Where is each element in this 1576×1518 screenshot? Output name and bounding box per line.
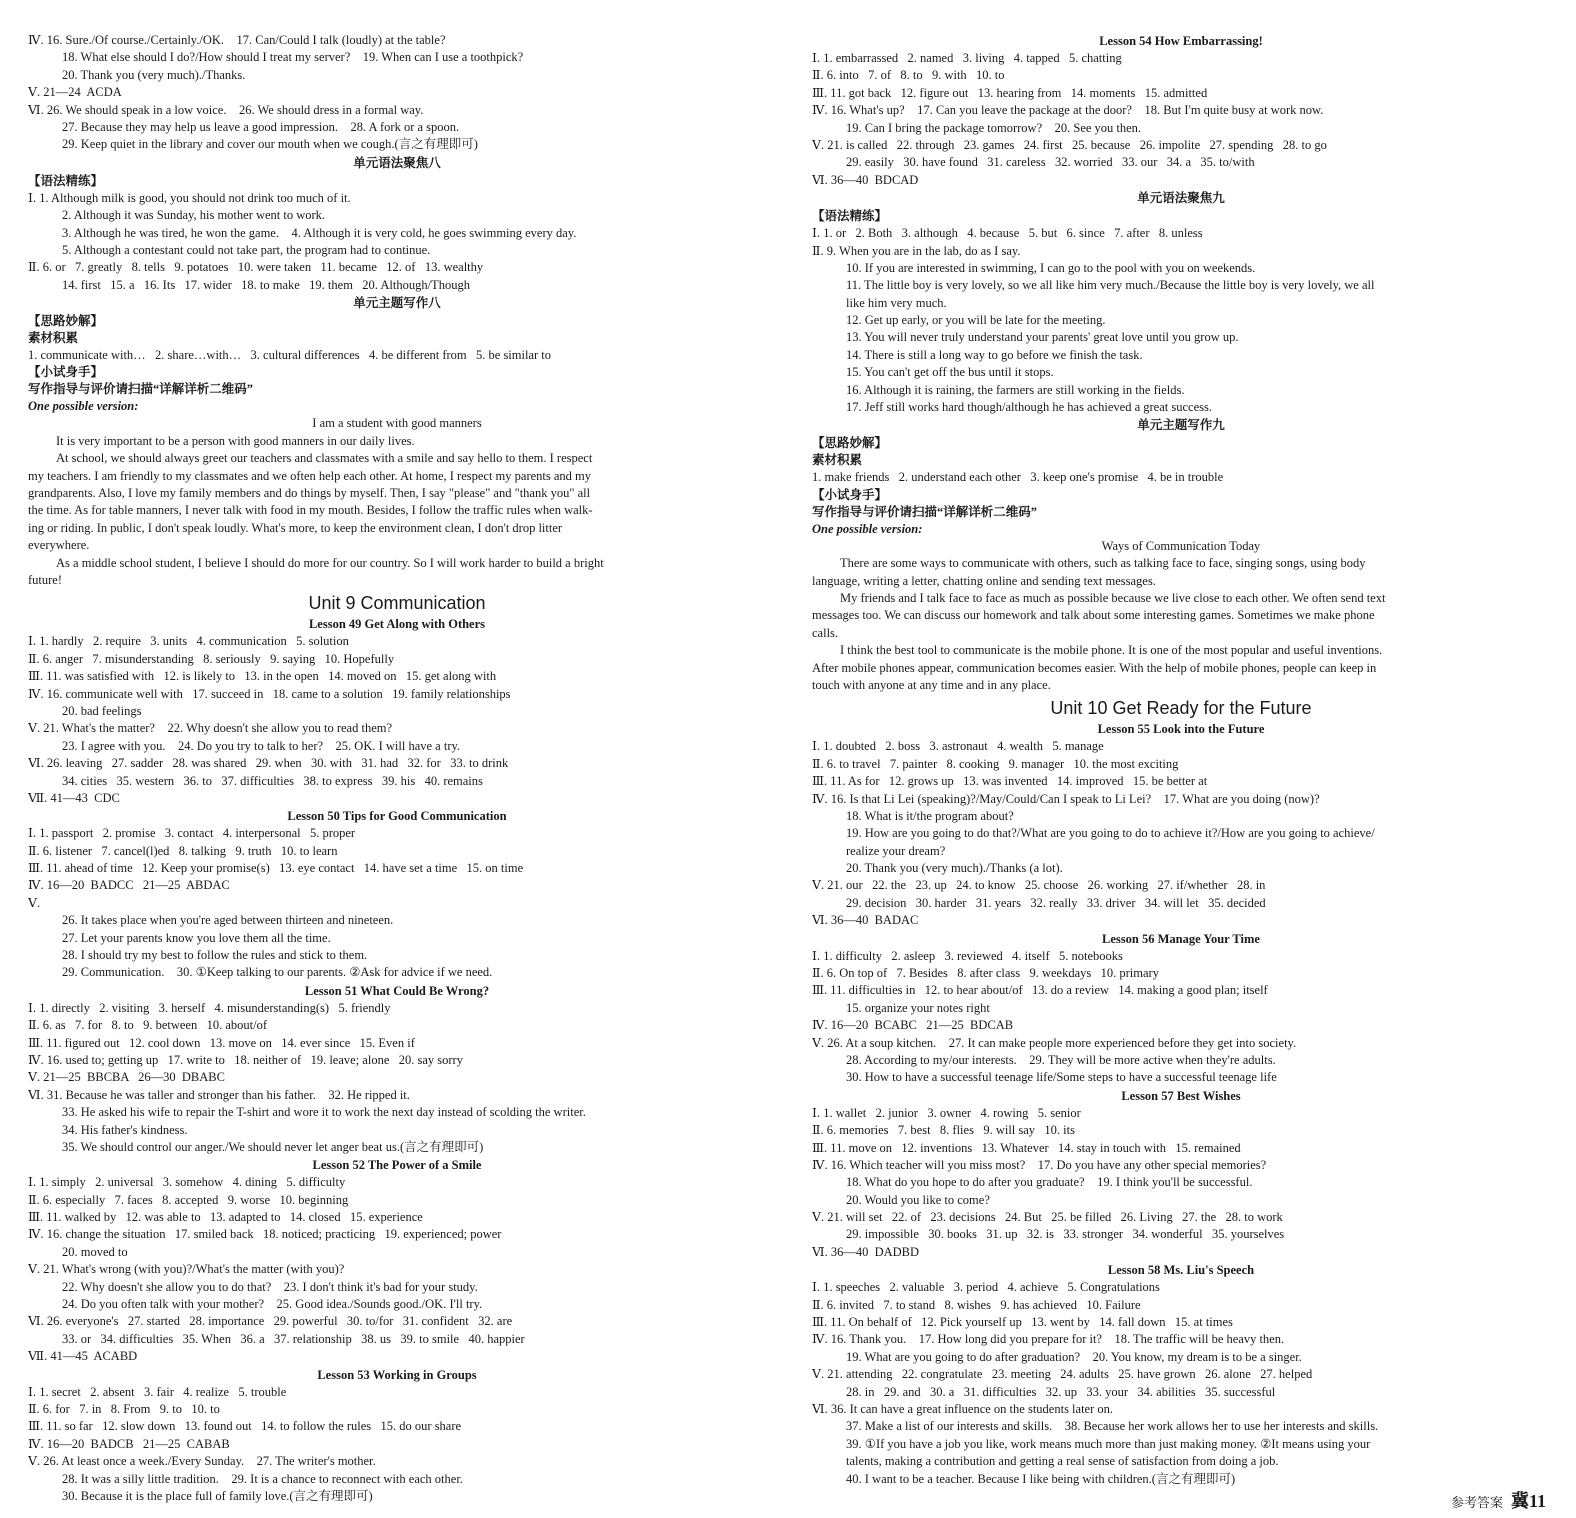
answer-line: Ⅲ. 11. difficulties in 12. to hear about/of 13. do a review 14. making a good plan; itself: [812, 983, 1268, 998]
answer-line: 20. moved to: [62, 1244, 128, 1259]
answer-line: 18. What do you hope to do after you graduate? 19. I think you'll be successful.: [846, 1175, 1253, 1190]
answer-line: Ⅵ. 36. It can have a great influence on the students later on.: [812, 1402, 1114, 1416]
answer-line: Ⅱ. 6. into 7. of 8. to 9. with 10. to: [812, 68, 1005, 83]
answer-line: Ⅳ. 16. communicate well with 17. succeed in 18. came to a solution 19. family relationships: [28, 686, 511, 701]
unit-title: Unit 10 Get Ready for the Future: [1050, 698, 1312, 719]
subsection-heading: 【思路妙解】: [28, 314, 104, 329]
essay-title: I am a student with good manners: [312, 416, 482, 431]
answer-line: Ⅳ. 16. used to; getting up 17. write to 18. neither of 19. leave; alone 20. say sorry: [28, 1052, 463, 1067]
answer-line: like him very much.: [846, 295, 947, 310]
answer-line: Ⅳ. 16. Which teacher will you miss most? 17. Do you have any other special memories?: [812, 1157, 1267, 1172]
answer-line: 34. His father's kindness.: [62, 1122, 188, 1137]
answer-line: 5. Although a contestant could not take part, the program had to continue.: [62, 242, 431, 257]
answer-line: Ⅴ. 26. At a soup kitchen. 27. It can make people more experienced before they get into society.: [812, 1035, 1297, 1050]
footer-label: 参考答案: [1450, 1495, 1503, 1510]
answer-line: future!: [28, 572, 63, 587]
answer-line: 16. Although it is raining, the farmers are still working in the fields.: [846, 382, 1185, 397]
answer-line: Ⅰ. 1. Although milk is good, you should not drink too much of it.: [28, 190, 351, 205]
answer-line: Ⅳ. 16. change the situation 17. smiled back 18. noticed; practicing 19. experienced; power: [28, 1227, 502, 1242]
answer-line: 20. Thank you (very much)./Thanks (a lot).: [846, 861, 1063, 876]
answer-line: Ⅲ. 11. figured out 12. cool down 13. move on 14. ever since 15. Even if: [28, 1035, 415, 1050]
answer-line: 1. communicate with… 2. share…with… 3. cultural differences 4. be different from 5. be similar to: [28, 348, 552, 363]
lesson-title: Lesson 56 Manage Your Time: [1102, 931, 1260, 946]
answer-line: After mobile phones appear, communication becomes easier. With the help of mobile phones, people can keep in: [812, 660, 1377, 675]
answer-line: Ⅴ. 21. our 22. the 23. up 24. to know 25. choose 26. working 27. if/whether 28. in: [812, 878, 1266, 893]
answer-line: Ⅳ. 16. Thank you. 17. How long did you prepare for it? 18. The traffic will be heavy then.: [812, 1332, 1285, 1347]
answer-line: Ⅴ.: [28, 895, 41, 910]
version-label: One possible version:: [812, 521, 923, 536]
answer-line: grandparents. Also, I love my family members and do things by myself. Then, I say "please" and "thank you" all: [28, 486, 591, 501]
answer-line: Ⅲ. 11. got back 12. figure out 13. hearing from 14. moments 15. admitted: [812, 85, 1208, 100]
answer-line: Ⅴ. 26. At least once a week./Every Sunday. 27. The writer's mother.: [28, 1454, 376, 1469]
answer-line: Ⅳ. 16—20 BADCB 21—25 CABAB: [28, 1436, 230, 1451]
page-number: 冀11: [1510, 1491, 1546, 1511]
answer-line: Ⅰ. 1. passport 2. promise 3. contact 4. interpersonal 5. proper: [28, 826, 356, 841]
answer-line: talents, making a contribution and getting a real sense of satisfaction from doing a job.: [846, 1454, 1279, 1469]
answer-line: 28. According to my/our interests. 29. They will be more active when they're adults.: [846, 1052, 1276, 1067]
section-heading: 单元主题写作九: [1137, 418, 1225, 433]
answer-line: Ⅴ. 21—24 ACDA: [28, 85, 122, 100]
section-heading: 单元主题写作八: [353, 296, 441, 311]
answer-line: the time. As for table manners, I never talk with food in my mouth. Besides, I follow the traffic rules when walk-: [28, 503, 593, 518]
lesson-title: Lesson 57 Best Wishes: [1121, 1088, 1241, 1103]
subsection-heading: 【语法精练】: [812, 209, 888, 224]
paragraph-line: There are some ways to communicate with others, such as talking face to face, singing songs, using body: [840, 556, 1366, 571]
answer-line: 10. If you are interested in swimming, I can go to the pool with you on weekends.: [846, 260, 1256, 275]
answer-line: Ⅶ. 41—45 ACABD: [28, 1349, 138, 1364]
answer-line: 11. The little boy is very lovely, so we all like him very much./Because the little boy is very lovely, we all: [846, 278, 1375, 293]
answer-line: 18. What else should I do?/How should I treat my server? 19. When can I use a toothpick?: [62, 50, 524, 65]
subsection-heading: 素材积累: [812, 453, 863, 468]
answer-line: Ⅰ. 1. or 2. Both 3. although 4. because 5. but 6. since 7. after 8. unless: [812, 226, 1203, 241]
answer-line: 28. It was a silly little tradition. 29. It is a chance to reconnect with each other.: [62, 1471, 463, 1486]
lesson-title: Lesson 54 How Embarrassing!: [1099, 34, 1263, 48]
paragraph-line: It is very important to be a person with good manners in our daily lives.: [56, 433, 415, 448]
lesson-title: Lesson 50 Tips for Good Communication: [287, 809, 507, 824]
lesson-title: Lesson 51 What Could Be Wrong?: [304, 983, 490, 998]
answer-line: 35. We should control our anger./We should never let anger beat us.(言之有理即可): [62, 1139, 484, 1154]
answer-line: Ⅲ. 11. walked by 12. was able to 13. adapted to 14. closed 15. experience: [28, 1210, 423, 1225]
answer-line: 14. first 15. a 16. Its 17. wider 18. to make 19. them 20. Although/Though: [62, 277, 470, 292]
answer-line: Ⅱ. 6. listener 7. cancel(l)ed 8. talking 9. truth 10. to learn: [28, 843, 338, 858]
paragraph-line: As a middle school student, I believe I should do more for our country. So I will work harder to build a bright: [56, 555, 604, 570]
subsection-heading: 素材积累: [28, 331, 79, 346]
subsection-heading: 【语法精练】: [28, 173, 104, 188]
answer-line: Ⅱ. 6. or 7. greatly 8. tells 9. potatoes 10. were taken 11. became 12. of 13. wealthy: [28, 260, 484, 275]
subsection-heading: 【思路妙解】: [812, 436, 888, 451]
answer-line: Ⅱ. 9. When you are in the lab, do as I say.: [812, 243, 1021, 258]
subsection-heading: 写作指导与评价请扫描“详解详析二维码”: [28, 382, 254, 397]
answer-line: 20. bad feelings: [62, 703, 142, 718]
answer-line: Ⅳ. 16. Is that Li Lei (speaking)?/May/Could/Can I speak to Li Lei? 17. What are you doing (now)?: [812, 791, 1320, 806]
answer-line: calls.: [812, 625, 839, 640]
answer-line: Ⅰ. 1. embarrassed 2. named 3. living 4. tapped 5. chatting: [812, 51, 1122, 65]
lesson-title: Lesson 49 Get Along with Others: [308, 617, 486, 632]
answer-line: 26. It takes place when you're aged between thirteen and nineteen.: [62, 913, 394, 928]
answer-line: Ⅰ. 1. hardly 2. require 3. units 4. communication 5. solution: [28, 634, 349, 649]
section-heading: 单元语法聚焦九: [1137, 191, 1225, 206]
subsection-heading: 【小试身手】: [812, 487, 888, 502]
answer-line: 18. What is it/the program about?: [846, 808, 1014, 823]
answer-line: Ⅲ. 11. move on 12. inventions 13. Whatever 14. stay in touch with 15. remained: [812, 1140, 1241, 1155]
answer-line: Ⅰ. 1. secret 2. absent 3. fair 4. realize 5. trouble: [28, 1384, 287, 1399]
answer-line: Ⅶ. 41—43 CDC: [28, 790, 120, 805]
answer-line: touch with anyone at any time and in any place.: [812, 677, 1051, 692]
answer-line: 23. I agree with you. 24. Do you try to talk to her? 25. OK. I will have a try.: [62, 738, 461, 753]
answer-line: Ⅱ. 6. anger 7. misunderstanding 8. seriously 9. saying 10. Hopefully: [28, 651, 395, 666]
answer-line: Ⅰ. 1. wallet 2. junior 3. owner 4. rowing 5. senior: [812, 1105, 1081, 1120]
answer-line: 28. I should try my best to follow the rules and stick to them.: [62, 948, 368, 963]
lesson-title: Lesson 53 Working in Groups: [317, 1367, 477, 1382]
answer-line: 33. He asked his wife to repair the T-shirt and wore it to work the next day instead of scolding the writer.: [62, 1105, 586, 1120]
answer-line: 12. Get up early, or you will be late for the meeting.: [846, 313, 1106, 328]
answer-line: Ⅵ. 36—40 BDCAD: [812, 172, 919, 187]
answer-line: Ⅱ. 6. especially 7. faces 8. accepted 9. worse 10. beginning: [28, 1192, 349, 1207]
answer-line: 27. Let your parents know you love them all the time.: [62, 930, 331, 945]
answer-line: my teachers. I am friendly to my classmates and we often help each other. At home, I respect my parents and my: [28, 468, 592, 483]
answer-line: Ⅳ. 16—20 BCABC 21—25 BDCAB: [812, 1018, 1014, 1033]
answer-line: Ⅴ. 21—25 BBCBA 26—30 DBABC: [28, 1070, 225, 1085]
subsection-heading: 【小试身手】: [28, 365, 104, 380]
answer-line: 40. I want to be a teacher. Because I like being with children.(言之有理即可): [846, 1471, 1236, 1486]
lesson-title: Lesson 55 Look into the Future: [1097, 722, 1265, 737]
answer-line: 39. ①If you have a job you like, work means much more than just making money. ②It means using your: [846, 1436, 1371, 1451]
answer-line: Ⅱ. 6. for 7. in 8. From 9. to 10. to: [28, 1402, 220, 1416]
answer-line: Ⅵ. 31. Because he was taller and stronger than his father. 32. He ripped it.: [28, 1087, 410, 1102]
section-heading: 单元语法聚焦八: [353, 155, 441, 170]
answer-line: 33. or 34. difficulties 35. When 36. a 37. relationship 38. us 39. to smile 40. happier: [62, 1331, 525, 1346]
answer-line: Ⅲ. 11. ahead of time 12. Keep your promise(s) 13. eye contact 14. have set a time 15. on time: [28, 861, 524, 876]
answer-line: 34. cities 35. western 36. to 37. difficulties 38. to express 39. his 40. remains: [62, 773, 483, 788]
answer-line: Ⅳ. 16. Sure./Of course./Certainly./OK. 17. Can/Could I talk (loudly) at the table?: [28, 33, 446, 47]
left-column: [28, 32, 766, 1505]
answer-line: Ⅵ. 36—40 BADAC: [812, 913, 919, 928]
answer-line: Ⅰ. 1. directly 2. visiting 3. herself 4. misunderstanding(s) 5. friendly: [28, 1000, 391, 1015]
answer-line: Ⅱ. 6. On top of 7. Besides 8. after class 9. weekdays 10. primary: [812, 966, 1159, 981]
answer-line: 20. Would you like to come?: [846, 1192, 990, 1207]
answer-line: Ⅰ. 1. simply 2. universal 3. somehow 4. dining 5. difficulty: [28, 1175, 346, 1190]
page-footer: [1451, 1490, 1546, 1512]
essay-title: Ways of Communication Today: [1101, 538, 1261, 553]
answer-line: 13. You will never truly understand your parents' great love until you grow up.: [846, 330, 1239, 345]
answer-line: Ⅲ. 11. On behalf of 12. Pick yourself up 13. went by 14. fall down 15. at times: [812, 1315, 1233, 1330]
answer-line: Ⅲ. 11. was satisfied with 12. is likely to 13. in the open 14. moved on 15. get along with: [28, 669, 497, 684]
answer-line: Ⅲ. 11. As for 12. grows up 13. was invented 14. improved 15. be better at: [812, 774, 1208, 789]
answer-line: everywhere.: [28, 538, 90, 553]
answer-line: messages too. We can discuss our homework and talk about some interesting games. Sometimes we make phone: [812, 608, 1375, 623]
answer-line: 3. Although he was tired, he won the game. 4. Although it is very cold, he goes swimming every day.: [62, 225, 577, 240]
answer-line: Ⅲ. 11. so far 12. slow down 13. found out 14. to follow the rules 15. do our share: [28, 1419, 462, 1434]
answer-line: 15. organize your notes right: [846, 1000, 990, 1015]
answer-line: Ⅴ. 21. What's wrong (with you)?/What's the matter (with you)?: [28, 1262, 345, 1277]
answer-line: 29. decision 30. harder 31. years 32. really 33. driver 34. will let 35. decided: [846, 895, 1266, 910]
answer-line: Ⅵ. 26. everyone's 27. started 28. importance 29. powerful 30. to/for 31. confident 32. are: [28, 1314, 513, 1329]
answer-line: Ⅰ. 1. difficulty 2. asleep 3. reviewed 4. itself 5. notebooks: [812, 948, 1123, 963]
right-column: [812, 32, 1550, 1488]
answer-line: 24. Do you often talk with your mother? 25. Good idea./Sounds good./OK. I'll try.: [62, 1297, 483, 1312]
paragraph-line: My friends and I talk face to face as much as possible because we live close to each other. We often send text: [840, 590, 1386, 605]
answer-line: Ⅳ. 16—20 BADCC 21—25 ABDAC: [28, 878, 230, 893]
answer-line: realize your dream?: [846, 843, 946, 858]
answer-line: Ⅱ. 6. invited 7. to stand 8. wishes 9. has achieved 10. Failure: [812, 1297, 1141, 1312]
answer-line: 22. Why doesn't she allow you to do that? 23. I don't think it's bad for your study.: [62, 1279, 478, 1294]
paragraph-line: At school, we should always greet our teachers and classmates with a smile and say hello to them. I respect: [56, 451, 593, 466]
answer-line: 14. There is still a long way to go before we finish the task.: [846, 347, 1143, 362]
version-label: One possible version:: [28, 399, 139, 414]
answer-line: Ⅰ. 1. speeches 2. valuable 3. period 4. achieve 5. Congratulations: [812, 1280, 1160, 1295]
answer-line: 19. How are you going to do that?/What are you going to do to achieve it?/How are you going to achieve/: [846, 826, 1375, 841]
answer-line: 17. Jeff still works hard though/although he has achieved a great success.: [846, 400, 1212, 415]
answer-line: Ⅰ. 1. doubted 2. boss 3. astronaut 4. wealth 5. manage: [812, 739, 1104, 754]
subsection-heading: 写作指导与评价请扫描“详解详析二维码”: [812, 504, 1038, 519]
answer-line: 37. Make a list of our interests and skills. 38. Because her work allows her to use her interests and skills.: [846, 1419, 1379, 1434]
answer-line: 19. What are you going to do after graduation? 20. You know, my dream is to be a singer.: [846, 1349, 1302, 1364]
answer-line: 29. easily 30. have found 31. careless 32. worried 33. our 34. a 35. to/with: [846, 155, 1255, 170]
answer-line: 29. Communication. 30. ①Keep talking to our parents. ②Ask for advice if we need.: [62, 965, 493, 980]
answer-line: 1. make friends 2. understand each other 3. keep one's promise 4. be in trouble: [812, 470, 1224, 485]
answer-line: 19. Can I bring the package tomorrow? 20. See you then.: [846, 120, 1142, 135]
answer-line: Ⅵ. 26. leaving 27. sadder 28. was shared 29. when 30. with 31. had 32. for 33. to drink: [28, 756, 509, 771]
answer-line: 30. How to have a successful teenage life/Some steps to have a successful teenage life: [846, 1070, 1277, 1085]
answer-line: Ⅴ. 21. is called 22. through 23. games 24. first 25. because 26. impolite 27. spending 28. to go: [812, 137, 1327, 152]
answer-line: Ⅴ. 21. What's the matter? 22. Why doesn't she allow you to read them?: [28, 721, 393, 736]
answer-line: Ⅴ. 21. attending 22. congratulate 23. meeting 24. adults 25. have grown 26. alone 27. helped: [812, 1367, 1313, 1382]
answer-line: 15. You can't get off the bus until it stops.: [846, 365, 1054, 380]
answer-line: Ⅴ. 21. will set 22. of 23. decisions 24. But 25. be filled 26. Living 27. the 28. to work: [812, 1210, 1283, 1225]
answer-line: language, writing a letter, chatting online and sending text messages.: [812, 573, 1156, 588]
answer-line: 30. Because it is the place full of family love.(言之有理即可): [62, 1488, 373, 1503]
answer-line: 20. Thank you (very much)./Thanks.: [62, 67, 246, 82]
lesson-title: Lesson 52 The Power of a Smile: [312, 1158, 482, 1173]
answer-line: 27. Because they may help us leave a good impression. 28. A fork or a spoon.: [62, 119, 460, 134]
answer-line: 2. Although it was Sunday, his mother went to work.: [62, 208, 326, 223]
answer-line: Ⅱ. 6. as 7. for 8. to 9. between 10. about/of: [28, 1018, 268, 1033]
answer-line: ing or riding. In public, I don't speak loudly. What's more, to keep the environment clean, I don't drop litter: [28, 520, 563, 535]
answer-line: 29. Keep quiet in the library and cover our mouth when we cough.(言之有理即可): [62, 137, 478, 152]
answer-line: Ⅱ. 6. to travel 7. painter 8. cooking 9. manager 10. the most exciting: [812, 756, 1179, 771]
answer-line: Ⅱ. 6. memories 7. best 8. flies 9. will say 10. its: [812, 1123, 1075, 1138]
answer-line: Ⅵ. 36—40 DADBD: [812, 1244, 920, 1259]
answer-line: 29. impossible 30. books 31. up 32. is 33. stronger 34. wonderful 35. yourselves: [846, 1227, 1285, 1242]
answer-line: Ⅳ. 16. What's up? 17. Can you leave the package at the door? 18. But I'm quite busy at work now.: [812, 103, 1324, 118]
paragraph-line: I think the best tool to communicate is the mobile phone. It is one of the most popular and useful inventions.: [840, 643, 1383, 658]
unit-title: Unit 9 Communication: [308, 593, 486, 614]
lesson-title: Lesson 58 Ms. Liu's Speech: [1107, 1263, 1255, 1278]
answer-line: 28. in 29. and 30. a 31. difficulties 32. up 33. your 34. abilities 35. successful: [846, 1384, 1276, 1399]
answer-line: Ⅵ. 26. We should speak in a low voice. 26. We should dress in a formal way.: [28, 102, 424, 117]
